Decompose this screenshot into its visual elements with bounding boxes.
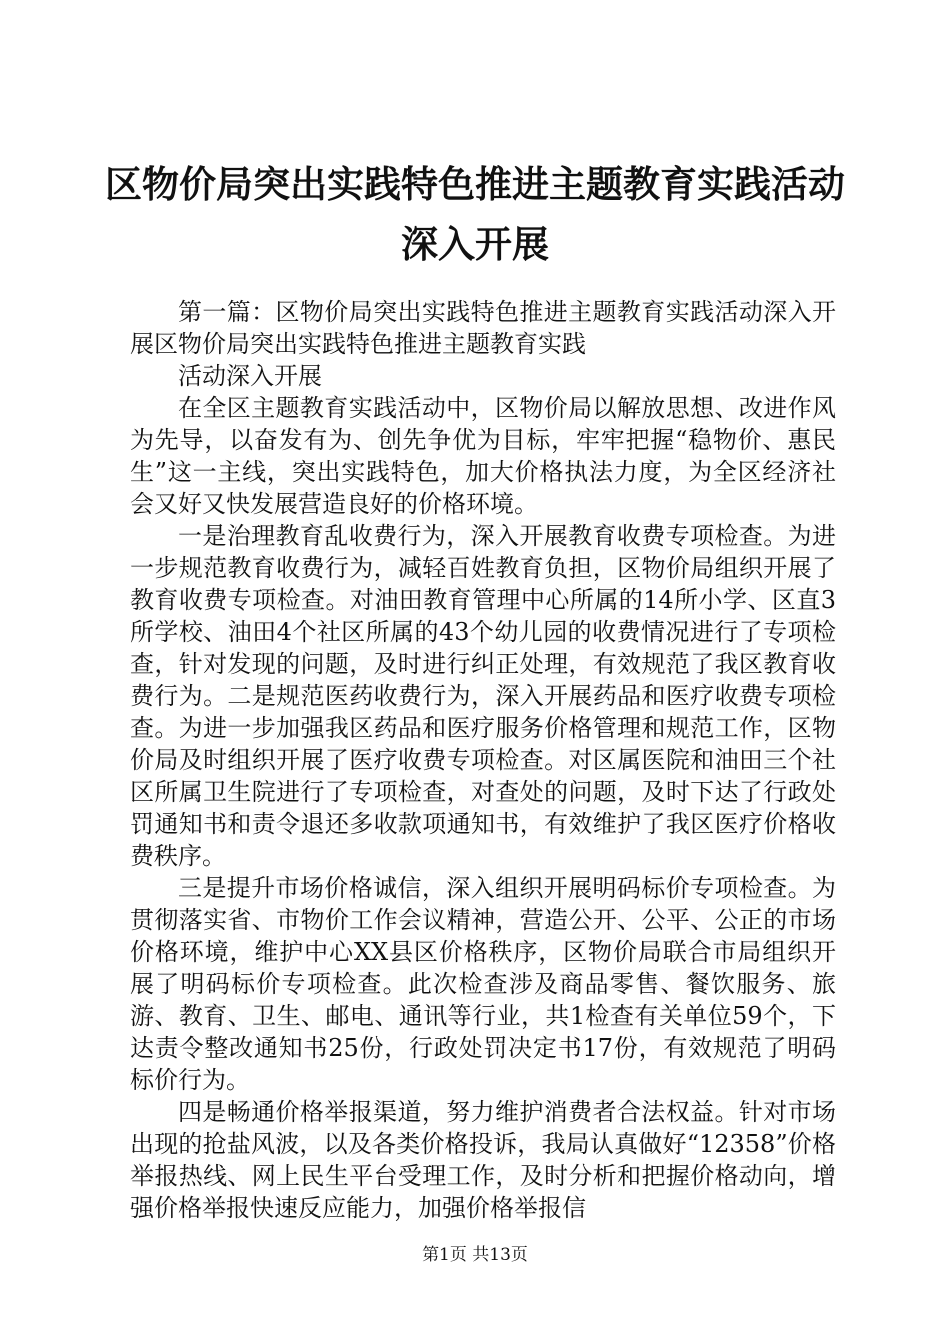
paragraph: 四是畅通价格举报渠道，努力维护消费者合法权益。针对市场出现的抢盐风波，以及各类价格投诉，我局认真做好“12358”价格举报热线、网上民生平台受理工作，及时分析和把握价格动向，增强价格举报快速反应能力，加强价格举报信 xyxy=(130,1098,836,1222)
document-title-line-2: 深入开展 xyxy=(401,222,549,266)
paragraph: 在全区主题教育实践活动中，区物价局以解放思想、改进作风为先导，以奋发有为、创先争优为目标，牢牢把握“稳物价、惠民生”这一主线，突出实践特色，加大价格执法力度，为全区经济社会又好又快发展营造良好的价格环境。 xyxy=(130,394,836,518)
page-number-footer: 第1页 共13页 xyxy=(422,1245,528,1265)
document-title-line-1: 区物价局突出实践特色推进主题教育实践活动 xyxy=(105,162,845,206)
paragraph: 三是提升市场价格诚信，深入组织开展明码标价专项检查。为贯彻落实省、市物价工作会议精神，营造公开、公平、公正的市场价格环境，维护中心XX县区价格秩序，区物价局联合市局组织开展了明码标价专项检查。此次检查涉及商品零售、餐饮服务、旅游、教育、卫生、邮电、通讯等行业，共1检查有关单位59个，下达责令整改通知书25份，行政处罚决定书17份，有效规范了明码标价行为。 xyxy=(130,874,836,1094)
document-body xyxy=(130,296,836,1224)
paragraph: 活动深入开展 xyxy=(178,362,322,390)
paragraph: 一是治理教育乱收费行为，深入开展教育收费专项检查。为进一步规范教育收费行为，减轻百姓教育负担，区物价局组织开展了教育收费专项检查。对油田教育管理中心所属的14所小学、区直3所学校、油田4个社区所属的43个幼儿园的收费情况进行了专项检查，针对发现的问题，及时进行纠正处理，有效规范了我区教育收费行为。二是规范医药收费行为，深入开展药品和医疗收费专项检查。为进一步加强我区药品和医疗服务价格管理和规范工作，区物价局及时组织开展了医疗收费专项检查。对区属医院和油田三个社区所属卫生院进行了专项检查，对查处的问题，及时下达了行政处罚通知书和责令退还多收款项通知书，有效维护了我区医疗价格收费秩序。 xyxy=(130,522,836,870)
paragraph: 第一篇：区物价局突出实践特色推进主题教育实践活动深入开展区物价局突出实践特色推进主题教育实践 xyxy=(130,298,836,358)
